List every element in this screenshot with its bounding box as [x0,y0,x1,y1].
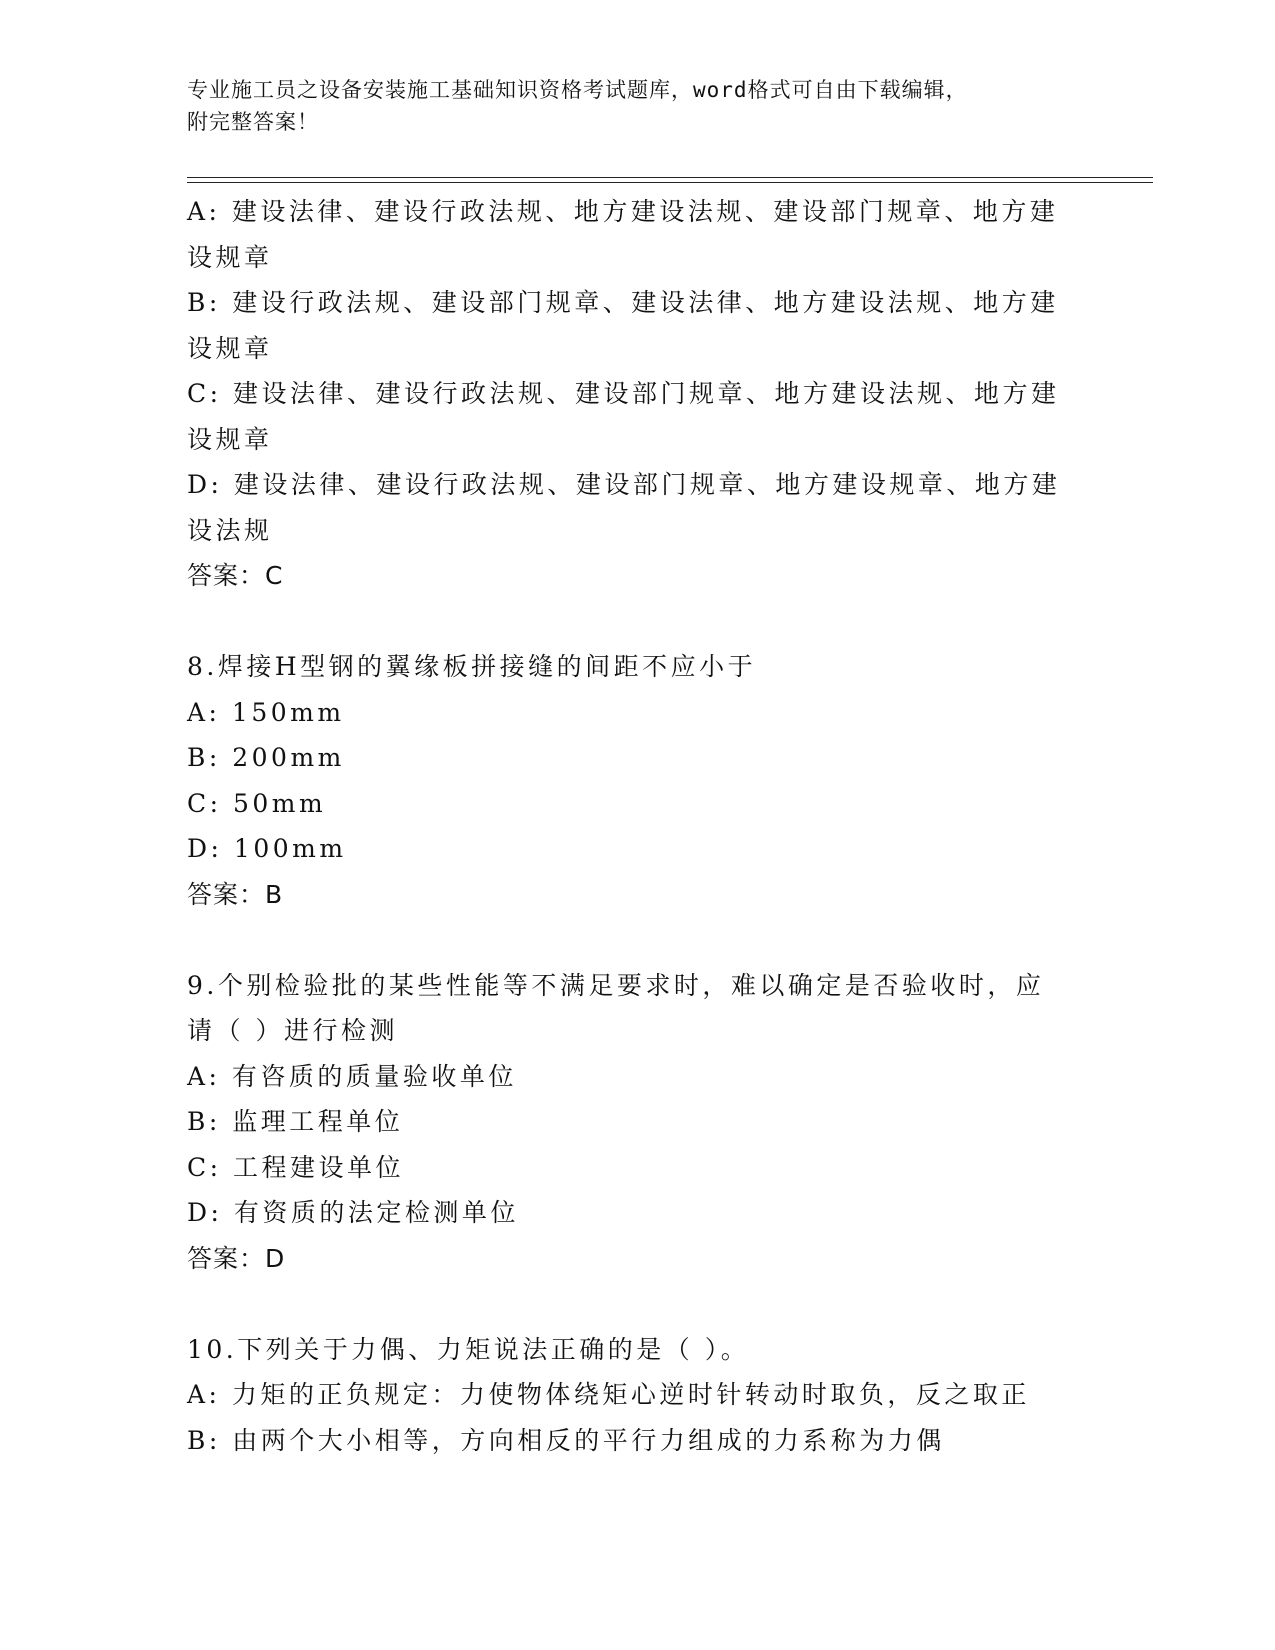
q9-option-a: A: 有咨质的质量验收单位 [187,1061,517,1091]
question-spacer [187,1281,1087,1327]
header-line-1: 专业施工员之设备安装施工基础知识资格考试题库，word格式可自由下载编辑， [187,78,968,102]
q8-option-d: D: 100mm [187,834,347,863]
header-line-2: 附完整答案！ [187,110,319,134]
q10-option-b: B: 由两个大小相等，方向相反的平行力组成的力系称为力偶 [187,1425,945,1455]
q8-option-a: A: 150mm [187,697,345,727]
question-7-options [187,189,1087,599]
q8-option-c: C: 50mm [187,788,327,818]
question-spacer [187,599,1087,645]
q9-option-b: B: 监理工程单位 [187,1107,404,1136]
q7-option-c-line-2: 设规章 [187,424,273,454]
question-list [187,189,1087,1463]
q10-question: 10.下列关于力偶、力矩说法正确的是（ ）。 [187,1334,750,1364]
q8-question: 8.焊接H型钢的翼缘板拼接缝的间距不应小于 [187,652,757,681]
q9-question-line-1: 9.个别检验批的某些性能等不满足要求时，难以确定是否验收时，应 [187,970,1045,1000]
q7-answer: 答案：C [187,561,284,590]
q7-option-b-line-1: B: 建设行政法规、建设部门规章、建设法律、地方建设法规、地方建 [187,288,1059,317]
q7-option-b-line-2: 设规章 [187,333,273,363]
document-header [187,74,1067,138]
q7-option-a-line-1: A: 建设法律、建设行政法规、地方建设法规、建设部门规章、地方建 [187,197,1059,226]
header-divider-top [187,177,1153,178]
q7-option-c-line-1: C: 建设法律、建设行政法规、建设部门规章、地方建设法规、地方建 [187,379,1060,408]
q9-answer: 答案：D [187,1243,286,1273]
q8-answer: 答案：B [187,879,284,909]
q7-option-d-line-2: 设法规 [187,515,273,545]
q9-question-line-2: 请（ ）进行检测 [187,1016,398,1045]
question-8 [187,644,1087,917]
q7-option-d-line-1: D: 建设法律、建设行政法规、建设部门规章、地方建设规章、地方建 [187,470,1061,499]
header-divider-bottom [187,182,1153,183]
question-spacer [187,917,1087,963]
q10-option-a: A: 力矩的正负规定：力使物体绕矩心逆时针转动时取负，反之取正 [187,1380,1030,1409]
q9-option-c: C: 工程建设单位 [187,1152,404,1182]
question-9 [187,963,1087,1282]
q9-option-d: D: 有资质的法定检测单位 [187,1198,519,1227]
q8-option-b: B: 200mm [187,743,345,772]
question-10 [187,1327,1087,1464]
q7-option-a-line-2: 设规章 [187,242,273,272]
